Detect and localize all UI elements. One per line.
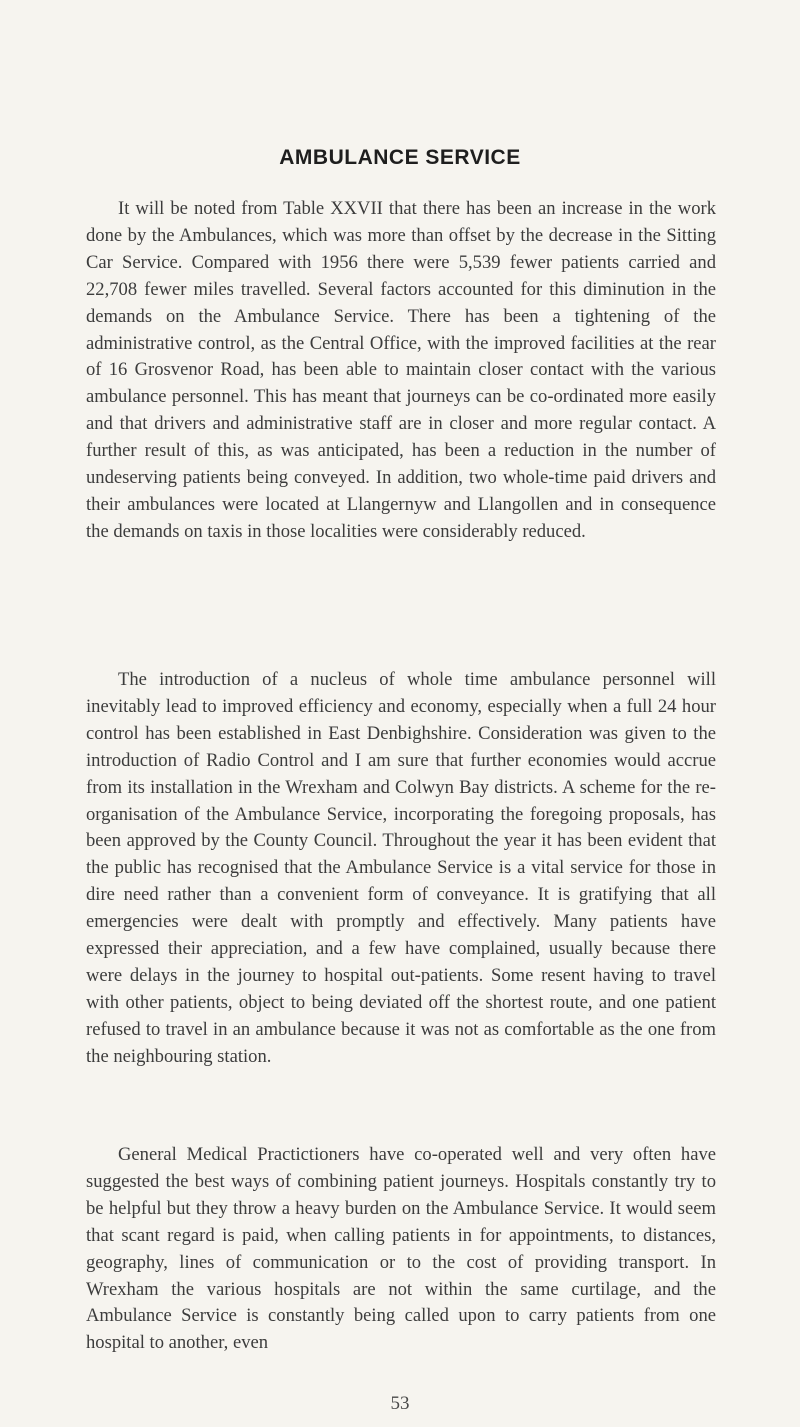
paragraph-ambulance-work: It will be noted from Table XXVII that there has been an increase in the work done by the Ambulances, which was more than offset by the decrease in the Sitting Car Service. Compared with 1956 there were 5,539 fewer patients carried and 22,708 fewer miles travelled. Several factors accounted for this diminution in the demands on the Ambulance Service. There has been a tightening of the administrative control, as the Central Office, with the improved facilities at the rear of 16 Grosvenor Road, has been able to maintain closer contact with the various ambulance personnel. This has meant that journeys can be co-ordinated more easily and that drivers and administrative staff are in closer and more regular contact. A further result of this, as was anticipated, has been a reduction in the number of undeserving patients being conveyed. In addition, two whole-time paid drivers and their ambulances were located at Llangernyw and Llangollen and in consequence the demands on taxis in those localities were considerably reduced.	[86, 198, 716, 542]
page-number: 53	[390, 1393, 410, 1414]
section-heading: AMBULANCE SERVICE	[279, 146, 521, 169]
paragraph-general-practitioners: General Medical Practictioners have co-operated well and very often have suggested the best ways of combining patient journeys. Hospitals constantly try to be helpful but they throw a heavy burden on the Ambulance Service. It would seem that scant regard is paid, when calling patients in for appointments, to distances, geography, lines of communication or to the cost of providing transport. In Wrexham the various hospitals are not within the same curtilage, and the Ambulance Service is constantly being called upon to carry patients from one hospital to another, even	[86, 1144, 716, 1354]
paragraph-whole-time-personnel: The introduction of a nucleus of whole time ambulance personnel will inevitably lead to improved efficiency and economy, especially when a full 24 hour control has been established in East Denbighshire. Consideration was given to the introduction of Radio Control and I am sure that further economies would accrue from its installation in the Wrexham and Colwyn Bay districts. A scheme for the re-organisation of the Ambulance Service, incorporating the foregoing proposals, has been approved by the County Council. Throughout the year it has been evident that the public has recognised that the Ambulance Service is a vital service for those in dire need rather than a convenient form of conveyance. It is gratifying that all emergencies were dealt with promptly and effectively. Many patients have expressed their appreciation, and a few have complained, usually because there were delays in the journey to hospital out-patients. Some resent having to travel with other patients, object to being deviated off the shortest route, and one patient refused to travel in an ambulance because it was not as comfortable as the one from the neighbouring station.	[86, 669, 716, 1067]
